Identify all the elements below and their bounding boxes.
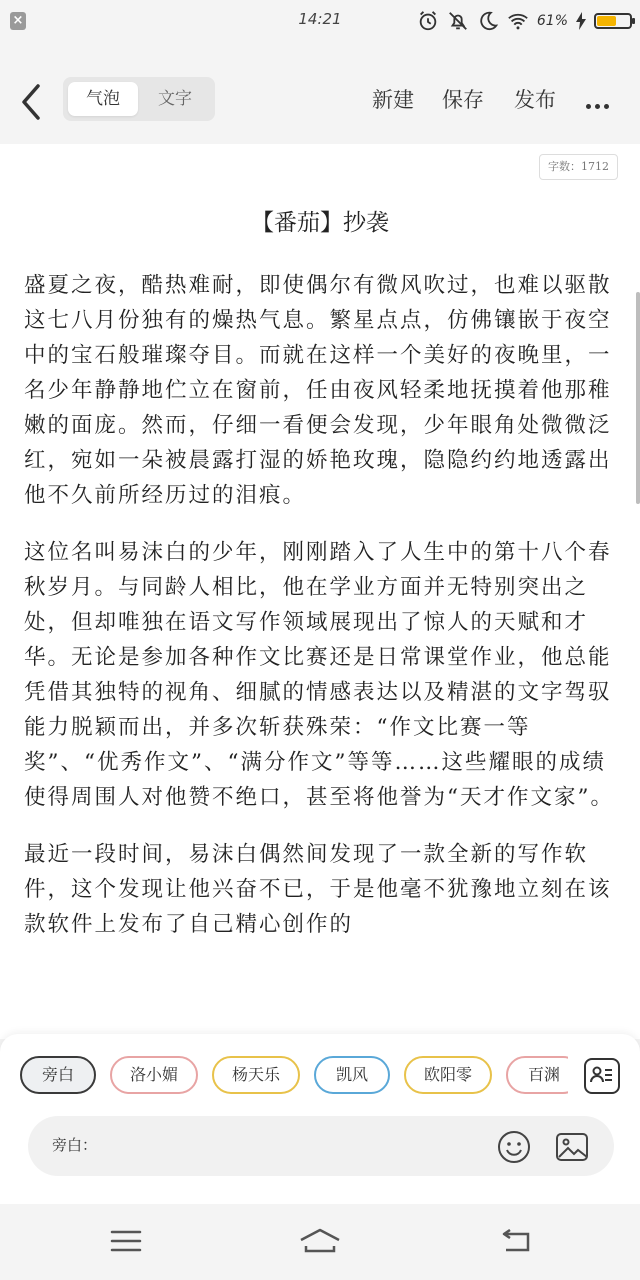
image-icon[interactable] bbox=[554, 1129, 590, 1165]
document-view[interactable] bbox=[0, 144, 640, 1039]
status-bar bbox=[0, 0, 640, 42]
message-composer bbox=[28, 1116, 614, 1176]
close-icon[interactable]: × bbox=[10, 12, 26, 30]
moon-icon bbox=[477, 10, 499, 32]
back-icon[interactable] bbox=[498, 1226, 534, 1256]
system-nav-bar bbox=[0, 1204, 640, 1280]
back-chevron-icon[interactable] bbox=[14, 80, 50, 124]
emoji-icon[interactable] bbox=[496, 1129, 532, 1165]
paragraph: 盛夏之夜，酷热难耐，即使偶尔有微风吹过，也难以驱散这七八月份独有的燥热气息。繁星点点，仿佛镶嵌于夜空中的宝石般璀璨夺目。而就在这样一个美好的夜晚里，一名少年静静地伫立在窗前，任由夜风轻柔地抚摸着他那稚嫩的面庞。然而，仔细一看便会发现，少年眼角处微微泛红，宛如一朵被晨露打湿的娇艳玫瑰，隐隐约约地透露出他不久前所经历过的泪痕。 bbox=[24, 273, 612, 508]
mode-switch bbox=[63, 77, 215, 121]
charging-icon bbox=[576, 12, 586, 30]
more-icon[interactable] bbox=[586, 94, 614, 104]
home-icon[interactable] bbox=[298, 1226, 342, 1256]
character-chip[interactable]: 杨天乐 bbox=[212, 1056, 300, 1094]
character-chip[interactable]: 凯风 bbox=[314, 1056, 390, 1094]
battery-percent: 61% bbox=[536, 13, 568, 29]
tab-bubble[interactable]: 气泡 bbox=[68, 82, 138, 116]
menu-icon[interactable] bbox=[108, 1226, 144, 1256]
editor-toolbar bbox=[0, 42, 640, 145]
paragraph: 最近一段时间，易沫白偶然间发现了一款全新的写作软件，这个发现让他兴奋不已，于是他毫不犹豫地立刻在该款软件上发布了自己精心创作的 bbox=[24, 842, 612, 937]
speaker-prefix: 旁白： bbox=[52, 1136, 98, 1154]
status-icons bbox=[417, 8, 632, 34]
tab-text[interactable]: 文字 bbox=[158, 89, 192, 109]
character-chip[interactable]: 洛小媚 bbox=[110, 1056, 198, 1094]
character-chip[interactable]: 旁白 bbox=[20, 1056, 96, 1094]
character-chip[interactable]: 欧阳零 bbox=[404, 1056, 492, 1094]
battery-icon bbox=[594, 13, 632, 29]
composer-panel bbox=[0, 1034, 640, 1204]
publish-button[interactable]: 发布 bbox=[514, 88, 556, 112]
character-chips bbox=[20, 1056, 568, 1096]
new-button[interactable]: 新建 bbox=[372, 88, 414, 112]
character-manager-icon[interactable] bbox=[584, 1058, 620, 1094]
status-time: 14:21 bbox=[298, 10, 342, 28]
scrollbar[interactable] bbox=[636, 292, 640, 504]
paragraph: 这位名叫易沫白的少年，刚刚踏入了人生中的第十八个春秋岁月。与同龄人相比，他在学业方面并无特别突出之处，但却唯独在语文写作领域展现出了惊人的天赋和才华。无论是参加各种作文比赛还是日常课堂作业，他总能凭借其独特的视角、细腻的情感表达以及精湛的文字驾驭能力脱颖而出，并多次斩获殊荣：“作文比赛一等奖”、“优秀作文”、“满分作文”等等……这些耀眼的成绩使得周围人对他赞不绝口，甚至将他誉为“天才作文家”。 bbox=[24, 540, 614, 810]
save-button[interactable]: 保存 bbox=[442, 88, 484, 112]
word-count-badge: 字数：1712 bbox=[539, 154, 618, 180]
battery-fill bbox=[597, 16, 616, 26]
document-title: 【番茄】抄袭 bbox=[251, 210, 389, 236]
silent-icon bbox=[447, 10, 469, 32]
document-body bbox=[24, 268, 614, 964]
message-input[interactable] bbox=[112, 1128, 496, 1166]
character-chip[interactable]: 百渊 bbox=[506, 1056, 568, 1094]
alarm-icon bbox=[417, 10, 439, 32]
wifi-icon bbox=[507, 10, 529, 32]
